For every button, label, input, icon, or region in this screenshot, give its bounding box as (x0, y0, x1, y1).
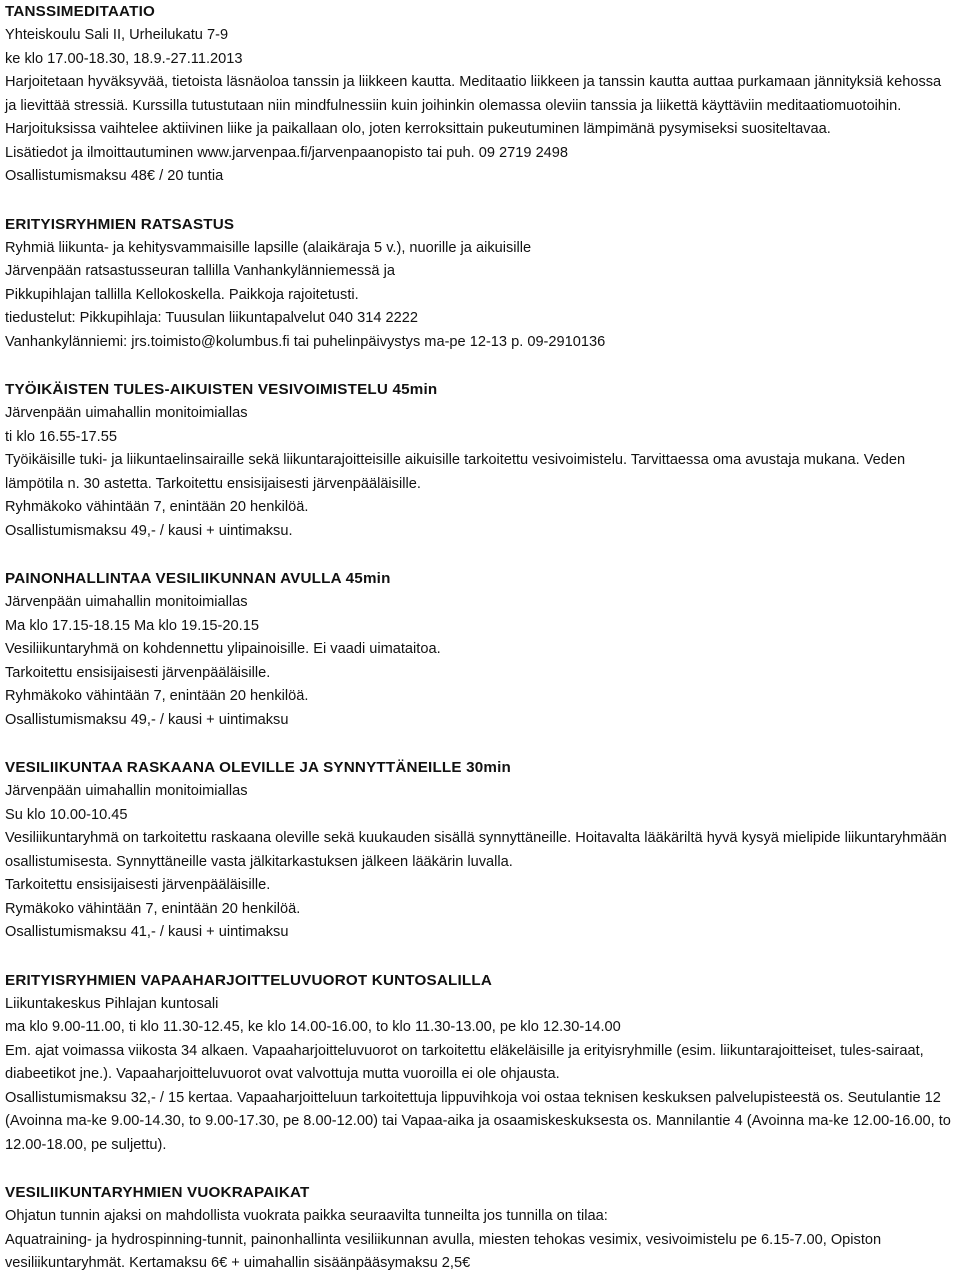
section-heading: ERITYISRYHMIEN RATSASTUS (5, 215, 235, 233)
section-text-line: Osallistumismaksu 49,- / kausi + uintimaksu. (5, 522, 293, 539)
section-text-line: Osallistumismaksu 49,- / kausi + uintimaksu (5, 711, 289, 728)
section-text-line: Rymäkoko vähintään 7, enintään 20 henkilöä. (5, 900, 301, 917)
section-text-line: Osallistumismaksu 32,- / 15 kertaa. Vapaaharjoitteluun tarkoitettuja lippuvihkoja voi ostaa teknisen keskuksen palvelupisteestä os. Seutulantie 12 (Avoinna ma-ke 9.00-14.30, to 9.00-17.30, pe 8.00-12.00) tai Vapaa-aika ja osaamiskeskuksesta os. Mannilantie 4 (Avoinna ma-ke 12.00-16.00, to 12.00-18.00, pe suljettu). (5, 1089, 951, 1153)
section-heading: TANSSIMEDITAATIO (5, 3, 155, 20)
section-spacer (5, 1157, 956, 1181)
section-spacer (5, 732, 956, 756)
section-text-line: ma klo 9.00-11.00, ti klo 11.30-12.45, ke klo 14.00-16.00, to klo 11.30-13.00, pe klo 12.30-14.00 (5, 1019, 621, 1035)
section-text-line: Tarkoitettu ensisijaisesti järvenpääläisille. (5, 664, 271, 681)
section-text-line: Ohjatun tunnin ajaksi on mahdollista vuokrata paikka seuraavilta tunneilta jos tunnilla on tilaa: (5, 1208, 608, 1224)
section-text-line: ti klo 16.55-17.55 (5, 428, 117, 445)
section-text-line: Ryhmäkoko vähintään 7, enintään 20 henkilöä. (5, 499, 309, 515)
section (5, 756, 956, 945)
section-text-line: Liikuntakeskus Pihlajan kuntosali (5, 995, 219, 1012)
section-spacer (5, 543, 956, 567)
section-spacer (5, 189, 956, 213)
section-text-line: Järvenpään ratsastusseuran tallilla Vanhankylänniemessä ja (5, 263, 395, 279)
section (5, 969, 956, 1158)
section-heading: ERITYISRYHMIEN VAPAAHARJOITTELUVUOROT KUNTOSALILLA (5, 971, 493, 989)
section-text-line: Työikäisille tuki- ja liikuntaelinsairaille sekä liikuntarajoitteisille aikuisille tarkoitettu vesivoimistelu. Tarvittaessa oma avustaja mukana. Veden lämpötila n. 30 astetta. Tarkoitettu ensisijaisesti järvenpääläisille. (5, 452, 906, 492)
section-text-line: Vesiliikuntaryhmä on tarkoitettu raskaana oleville sekä kuukauden sisällä synnyttäneille. Hoitavalta lääkäriltä hyvä kysyä mielipide liikuntaryhmään osallistumisesta. Synnyttäneille vasta jälkitarkastuksen jälkeen lääkärin luvalla. (5, 830, 947, 870)
section-text-line: Ryhmäkoko vähintään 7, enintään 20 henkilöä. (5, 688, 309, 704)
section-text-line: Su klo 10.00-10.45 (5, 806, 128, 823)
section-text-line: Vanhankylänniemi: jrs.toimisto@kolumbus.fi tai puhelinpäivystys ma-pe 12-13 p. 09-2910136 (5, 333, 606, 350)
section-text-line: Järvenpään uimahallin monitoimiallas (5, 405, 248, 421)
section-text-line: Ryhmiä liikunta- ja kehitysvammaisille lapsille (alaikäraja 5 v.), nuorille ja aikuisille (5, 239, 532, 256)
section-text-line: Ma klo 17.15-18.15 Ma klo 19.15-20.15 (5, 617, 259, 634)
section (5, 0, 956, 189)
section-text-line: Lisätiedot ja ilmoittautuminen www.jarvenpaa.fi/jarvenpaanopisto tai puh. 09 2719 2498 (5, 144, 569, 161)
section-heading: TYÖIKÄISTEN TULES-AIKUISTEN VESIVOIMISTELU 45min (5, 381, 438, 398)
section (5, 1181, 956, 1276)
section-text-line: Yhteiskoulu Sali II, Urheilukatu 7-9 (5, 27, 229, 43)
section-text-line: Vesiliikuntaryhmä on kohdennettu ylipainoisille. Ei vaadi uimataitoa. (5, 641, 441, 657)
section (5, 567, 956, 732)
section-text-line: Pikkupihlajan tallilla Kellokoskella. Paikkoja rajoitetusti. (5, 286, 359, 303)
section-heading: VESILIIKUNTAA RASKAANA OLEVILLE JA SYNNYTTÄNEILLE 30min (5, 759, 512, 776)
section-text-line: Järvenpään uimahallin monitoimiallas (5, 783, 248, 799)
section-text-line: Osallistumismaksu 41,- / kausi + uintimaksu (5, 924, 289, 940)
section-text-line: Järvenpään uimahallin monitoimiallas (5, 594, 248, 610)
section-text-line: Aquatraining- ja hydrospinning-tunnit, painonhallinta vesiliikunnan avulla, miesten tehokas vesimix, vesivoimistelu pe 6.15-7.00, Opiston vesiliikuntaryhmät. Kertamaksu 6€ + uimahallin sisäänpääsymaksu 2,5€ (5, 1231, 882, 1271)
section-spacer (5, 354, 956, 378)
section-text-line: Em. ajat voimassa viikosta 34 alkaen. Vapaaharjoitteluvuorot on tarkoitettu eläkeläisille ja erityisryhmille (esim. liikuntarajoitteiset, tules-sairaat, diabeetikot jne.). Vapaaharjoitteluvuorot ovat valvottuja mutta vuoroilla ei ole ohjausta. (5, 1042, 924, 1082)
section-text-line: ke klo 17.00-18.30, 18.9.-27.11.2013 (5, 50, 243, 67)
section-spacer (5, 945, 956, 969)
section-heading: VESILIIKUNTARYHMIEN VUOKRAPAIKAT (5, 1184, 310, 1201)
section-text-line: Harjoitetaan hyväksyvää, tietoista läsnäoloa tanssin ja liikkeen kautta. Meditaatio liikkeen ja tanssin kautta auttaa purkamaan jännityksiä kehossa ja lievittää stressiä. Kurssilla tutustutaan niin mindfulnessiin kuin joihinkin olemassa oleviin tanssia ja liikettä käyttäviin meditaatiomuotoihin. Harjoituksissa vaihtelee aktiivinen liike ja paikallaan olo, joten kerroksittain pukeutuminen lämpimänä pysymiseksi suositeltavaa. (5, 74, 942, 137)
section-heading: PAINONHALLINTAA VESILIIKUNNAN AVULLA 45min (5, 570, 391, 587)
section-text-line: tiedustelut: Pikkupihlaja: Tuusulan liikuntapalvelut 040 314 2222 (5, 310, 418, 326)
section (5, 378, 956, 543)
section-text-line: Tarkoitettu ensisijaisesti järvenpääläisille. (5, 877, 271, 893)
section (5, 213, 956, 355)
section-text-line: Osallistumismaksu 48€ / 20 tuntia (5, 168, 224, 184)
